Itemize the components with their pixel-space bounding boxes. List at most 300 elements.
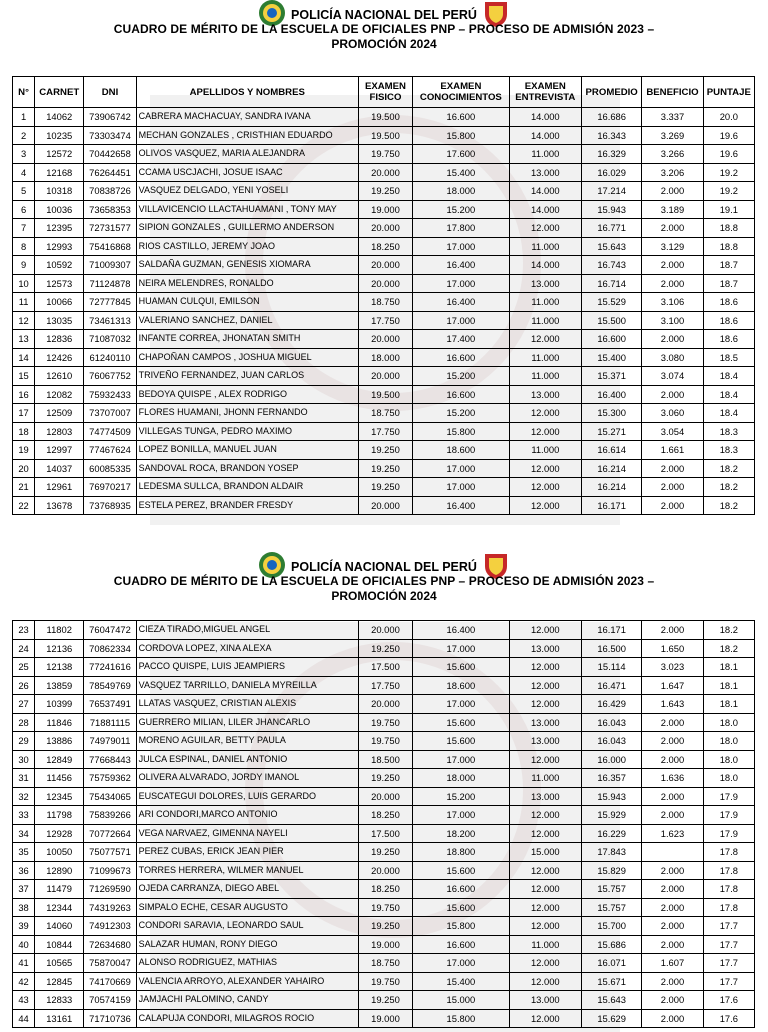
exam-interview-cell: 11.000 [509,769,581,788]
dni-cell: 72731577 [84,219,136,238]
average-cell: 15.629 [582,1009,642,1028]
exam-interview-cell: 13.000 [509,163,581,182]
full-name-cell: ESTELA PEREZ, BRANDER FRESDY [136,496,358,515]
dni-cell: 75759362 [84,769,136,788]
carnet-cell: 10066 [35,293,84,312]
exam-interview-cell: 14.000 [509,108,581,127]
table-row [13,126,755,145]
exam-knowledge-cell: 16.400 [413,621,510,640]
exam-interview-cell: 12.000 [509,898,581,917]
header-line1: POLICÍA NACIONAL DEL PERÚ [291,8,477,22]
benefit-cell: 3.129 [642,237,703,256]
row-number-cell: 38 [13,898,35,917]
benefit-cell: 2.000 [642,935,703,954]
score-cell: 18.4 [703,404,754,423]
score-cell: 17.8 [703,861,754,880]
score-cell: 17.9 [703,824,754,843]
exam-interview-cell: 13.000 [509,639,581,658]
dni-cell: 70838726 [84,182,136,201]
carnet-cell: 12572 [35,145,84,164]
exam-interview-cell: 12.000 [509,330,581,349]
exam-interview-cell: 12.000 [509,219,581,238]
exam-physical-cell: 17.750 [358,311,412,330]
benefit-cell: 2.000 [642,917,703,936]
score-cell: 19.2 [703,163,754,182]
table-row [13,658,755,677]
row-number-cell: 4 [13,163,35,182]
exam-physical-cell: 19.750 [358,145,412,164]
full-name-cell: LOPEZ BONILLA, MANUEL JUAN [136,441,358,460]
table-row [13,972,755,991]
score-cell: 20.0 [703,108,754,127]
exam-knowledge-cell: 15.600 [413,861,510,880]
score-cell: 17.8 [703,843,754,862]
row-number-cell: 16 [13,385,35,404]
score-cell: 18.1 [703,695,754,714]
exam-interview-cell: 13.000 [509,713,581,732]
table-row [13,732,755,751]
carnet-cell: 11479 [35,880,84,899]
carnet-cell: 12168 [35,163,84,182]
row-number-cell: 44 [13,1009,35,1028]
exam-physical-cell: 17.750 [358,676,412,695]
table-row [13,330,755,349]
exam-knowledge-cell: 17.000 [413,237,510,256]
row-number-cell: 36 [13,861,35,880]
document-header [0,0,768,52]
exam-interview-cell: 11.000 [509,237,581,256]
dni-cell: 75077571 [84,843,136,862]
score-cell: 18.0 [703,750,754,769]
benefit-cell: 3.266 [642,145,703,164]
table-row [13,163,755,182]
exam-physical-cell: 20.000 [358,330,412,349]
row-number-cell: 42 [13,972,35,991]
exam-knowledge-cell: 15.200 [413,404,510,423]
table-row [13,237,755,256]
full-name-cell: ALONSO RODRIGUEZ, MATHIAS [136,954,358,973]
exam-physical-cell: 19.250 [358,182,412,201]
table-row [13,256,755,275]
carnet-cell: 12610 [35,367,84,386]
full-name-cell: SANDOVAL ROCA, BRANDON YOSEP [136,459,358,478]
carnet-cell: 14037 [35,459,84,478]
col-header: EXAMEN FISICO [358,77,412,108]
benefit-cell: 3.074 [642,367,703,386]
document-header [0,552,768,604]
exam-physical-cell: 18.750 [358,404,412,423]
benefit-cell: 3.106 [642,293,703,312]
score-cell: 17.8 [703,880,754,899]
full-name-cell: VEGA NARVAEZ, GIMENNA NAYELI [136,824,358,843]
carnet-cell: 11846 [35,713,84,732]
score-cell: 18.2 [703,459,754,478]
carnet-cell: 12509 [35,404,84,423]
score-cell: 18.0 [703,732,754,751]
table-row [13,917,755,936]
exam-knowledge-cell: 17.000 [413,478,510,497]
dni-cell: 73461313 [84,311,136,330]
dni-cell: 74912303 [84,917,136,936]
average-cell: 16.329 [582,145,642,164]
exam-physical-cell: 19.500 [358,385,412,404]
full-name-cell: HUAMAN CULQUI, EMILSON [136,293,358,312]
benefit-cell: 3.060 [642,404,703,423]
full-name-cell: LLATAS VASQUEZ, CRISTIAN ALEXIS [136,695,358,714]
full-name-cell: VALENCIA ARROYO, ALEXANDER YAHAIRO [136,972,358,991]
benefit-cell: 1.607 [642,954,703,973]
header-line2: CUADRO DE MÉRITO DE LA ESCUELA DE OFICIALES PNP – PROCESO DE ADMISIÓN 2023 – [113,574,655,588]
carnet-cell: 11802 [35,621,84,640]
exam-interview-cell: 13.000 [509,385,581,404]
score-cell: 18.6 [703,330,754,349]
col-header: PROMEDIO [582,77,642,108]
exam-knowledge-cell: 15.600 [413,898,510,917]
score-cell: 17.6 [703,991,754,1010]
full-name-cell: GUERRERO MILIAN, LILER JHANCARLO [136,713,358,732]
full-name-cell: CIEZA TIRADO,MIGUEL ANGEL [136,621,358,640]
exam-physical-cell: 20.000 [358,256,412,275]
full-name-cell: TRIVEÑO FERNANDEZ, JUAN CARLOS [136,367,358,386]
table-row [13,1009,755,1028]
exam-interview-cell: 11.000 [509,367,581,386]
exam-physical-cell: 20.000 [358,861,412,880]
average-cell: 15.943 [582,787,642,806]
dni-cell: 76047472 [84,621,136,640]
exam-interview-cell: 12.000 [509,880,581,899]
table-row [13,200,755,219]
row-number-cell: 13 [13,330,35,349]
dni-cell: 74170669 [84,972,136,991]
dni-cell: 71099673 [84,861,136,880]
table-row [13,404,755,423]
average-cell: 16.600 [582,330,642,349]
average-cell: 16.500 [582,639,642,658]
table-row [13,385,755,404]
average-cell: 15.114 [582,658,642,677]
average-cell: 16.400 [582,385,642,404]
carnet-cell: 12082 [35,385,84,404]
carnet-cell: 12426 [35,348,84,367]
average-cell: 16.000 [582,750,642,769]
row-number-cell: 35 [13,843,35,862]
exam-knowledge-cell: 17.000 [413,639,510,658]
exam-physical-cell: 18.750 [358,954,412,973]
exam-interview-cell: 11.000 [509,145,581,164]
full-name-cell: TORRES HERRERA, WILMER MANUEL [136,861,358,880]
benefit-cell: 1.661 [642,441,703,460]
full-name-cell: VILLEGAS TUNGA, PEDRO MAXIMO [136,422,358,441]
row-number-cell: 9 [13,256,35,275]
col-header: CARNET [35,77,84,108]
full-name-cell: EUSCATEGUI DOLORES, LUIS GERARDO [136,787,358,806]
table-header-row [13,77,755,108]
row-number-cell: 34 [13,824,35,843]
average-cell: 15.829 [582,861,642,880]
exam-physical-cell: 17.750 [358,422,412,441]
row-number-cell: 40 [13,935,35,954]
merit-table-page-1 [12,76,755,515]
score-cell: 18.3 [703,422,754,441]
average-cell: 15.643 [582,991,642,1010]
row-number-cell: 17 [13,404,35,423]
average-cell: 15.500 [582,311,642,330]
benefit-cell: 3.054 [642,422,703,441]
row-number-cell: 37 [13,880,35,899]
full-name-cell: RIOS CASTILLO, JEREMY JOAO [136,237,358,256]
exam-physical-cell: 19.250 [358,459,412,478]
dni-cell: 78549769 [84,676,136,695]
dni-cell: 75870047 [84,954,136,973]
dni-cell: 77467624 [84,441,136,460]
benefit-cell: 2.000 [642,750,703,769]
row-number-cell: 15 [13,367,35,386]
benefit-cell: 3.100 [642,311,703,330]
exam-interview-cell: 12.000 [509,806,581,825]
score-cell: 17.6 [703,1009,754,1028]
table-row [13,787,755,806]
document-page-2 [0,552,768,1024]
exam-physical-cell: 19.250 [358,441,412,460]
table-row [13,769,755,788]
exam-interview-cell: 12.000 [509,1009,581,1028]
full-name-cell: SALAZAR HUMAN, RONY DIEGO [136,935,358,954]
table-row [13,274,755,293]
col-header: N° [13,77,35,108]
exam-knowledge-cell: 17.400 [413,330,510,349]
full-name-cell: OLIVOS VASQUEZ, MARIA ALEJANDRA [136,145,358,164]
exam-knowledge-cell: 18.000 [413,182,510,201]
average-cell: 16.714 [582,274,642,293]
exam-physical-cell: 17.500 [358,658,412,677]
carnet-cell: 12890 [35,861,84,880]
exam-knowledge-cell: 15.600 [413,732,510,751]
dni-cell: 70772664 [84,824,136,843]
exam-physical-cell: 20.000 [358,219,412,238]
carnet-cell: 12997 [35,441,84,460]
benefit-cell: 2.000 [642,1009,703,1028]
average-cell: 16.029 [582,163,642,182]
row-number-cell: 7 [13,219,35,238]
full-name-cell: PEREZ CUBAS, ERICK JEAN PIER [136,843,358,862]
row-number-cell: 31 [13,769,35,788]
benefit-cell: 1.623 [642,824,703,843]
exam-interview-cell: 11.000 [509,348,581,367]
table-row [13,311,755,330]
benefit-cell: 3.023 [642,658,703,677]
average-cell: 16.171 [582,621,642,640]
score-cell: 18.0 [703,713,754,732]
benefit-cell: 2.000 [642,861,703,880]
average-cell: 16.343 [582,126,642,145]
row-number-cell: 32 [13,787,35,806]
average-cell: 15.271 [582,422,642,441]
exam-interview-cell: 13.000 [509,787,581,806]
exam-interview-cell: 12.000 [509,954,581,973]
row-number-cell: 25 [13,658,35,677]
carnet-cell: 12833 [35,991,84,1010]
dni-cell: 75839266 [84,806,136,825]
carnet-cell: 12928 [35,824,84,843]
header-line3: PROMOCIÓN 2024 [331,37,437,51]
benefit-cell: 2.000 [642,898,703,917]
score-cell: 19.2 [703,182,754,201]
table-row [13,108,755,127]
table-row [13,991,755,1010]
dni-cell: 61240110 [84,348,136,367]
carnet-cell: 10050 [35,843,84,862]
row-number-cell: 23 [13,621,35,640]
average-cell: 16.743 [582,256,642,275]
carnet-cell: 12993 [35,237,84,256]
benefit-cell: 2.000 [642,972,703,991]
exam-knowledge-cell: 15.800 [413,1009,510,1028]
average-cell: 16.043 [582,713,642,732]
score-cell: 18.0 [703,769,754,788]
benefit-cell: 1.643 [642,695,703,714]
carnet-cell: 13859 [35,676,84,695]
full-name-cell: SIMPALO ECHE, CESAR AUGUSTO [136,898,358,917]
carnet-cell: 10036 [35,200,84,219]
exam-physical-cell: 18.250 [358,806,412,825]
full-name-cell: VASQUEZ TARRILLO, DANIELA MYREILLA [136,676,358,695]
benefit-cell: 1.650 [642,639,703,658]
table-row [13,861,755,880]
exam-interview-cell: 12.000 [509,917,581,936]
dni-cell: 76264451 [84,163,136,182]
average-cell: 15.757 [582,898,642,917]
exam-knowledge-cell: 18.000 [413,769,510,788]
average-cell: 16.686 [582,108,642,127]
benefit-cell: 2.000 [642,880,703,899]
row-number-cell: 26 [13,676,35,695]
full-name-cell: CABRERA MACHACUAY, SANDRA IVANA [136,108,358,127]
table-row [13,621,755,640]
dni-cell: 74319263 [84,898,136,917]
row-number-cell: 20 [13,459,35,478]
full-name-cell: FLORES HUAMANI, JHONN FERNANDO [136,404,358,423]
exam-physical-cell: 20.000 [358,367,412,386]
dni-cell: 73303474 [84,126,136,145]
row-number-cell: 6 [13,200,35,219]
benefit-cell: 1.636 [642,769,703,788]
exam-knowledge-cell: 15.400 [413,972,510,991]
full-name-cell: PACCO QUISPE, LUIS JEAMPIERS [136,658,358,677]
full-name-cell: ARI CONDORI,MARCO ANTONIO [136,806,358,825]
carnet-cell: 10844 [35,935,84,954]
full-name-cell: CONDORI SARAVIA, LEONARDO SAUL [136,917,358,936]
score-cell: 17.9 [703,806,754,825]
exam-physical-cell: 20.000 [358,274,412,293]
exam-interview-cell: 12.000 [509,695,581,714]
full-name-cell: JULCA ESPINAL, DANIEL ANTONIO [136,750,358,769]
benefit-cell: 1.647 [642,676,703,695]
exam-knowledge-cell: 17.000 [413,750,510,769]
carnet-cell: 12849 [35,750,84,769]
row-number-cell: 11 [13,293,35,312]
exam-interview-cell: 12.000 [509,658,581,677]
carnet-cell: 12803 [35,422,84,441]
table-row [13,898,755,917]
row-number-cell: 39 [13,917,35,936]
table-row [13,459,755,478]
carnet-cell: 12961 [35,478,84,497]
score-cell: 17.8 [703,898,754,917]
row-number-cell: 2 [13,126,35,145]
benefit-cell: 2.000 [642,256,703,275]
score-cell: 18.2 [703,478,754,497]
exam-physical-cell: 20.000 [358,163,412,182]
exam-knowledge-cell: 17.000 [413,806,510,825]
exam-interview-cell: 14.000 [509,256,581,275]
score-cell: 17.7 [703,954,754,973]
exam-physical-cell: 19.500 [358,108,412,127]
col-header: BENEFICIO [642,77,703,108]
exam-interview-cell: 13.000 [509,274,581,293]
score-cell: 18.7 [703,274,754,293]
row-number-cell: 28 [13,713,35,732]
dni-cell: 75416868 [84,237,136,256]
row-number-cell: 12 [13,311,35,330]
row-number-cell: 29 [13,732,35,751]
benefit-cell: 2.000 [642,787,703,806]
carnet-cell: 11456 [35,769,84,788]
average-cell: 15.686 [582,935,642,954]
table-row [13,367,755,386]
row-number-cell: 8 [13,237,35,256]
table-row [13,145,755,164]
table-row [13,182,755,201]
full-name-cell: VALERIANO SANCHEZ, DANIEL [136,311,358,330]
exam-physical-cell: 17.500 [358,824,412,843]
average-cell: 16.043 [582,732,642,751]
exam-knowledge-cell: 15.200 [413,367,510,386]
average-cell: 15.700 [582,917,642,936]
benefit-cell: 3.269 [642,126,703,145]
exam-physical-cell: 20.000 [358,496,412,515]
full-name-cell: OLIVERA ALVARADO, JORDY IMANOL [136,769,358,788]
exam-knowledge-cell: 16.600 [413,935,510,954]
table-row [13,676,755,695]
benefit-cell: 2.000 [642,713,703,732]
table-row [13,824,755,843]
exam-interview-cell: 12.000 [509,621,581,640]
exam-interview-cell: 12.000 [509,496,581,515]
exam-physical-cell: 19.750 [358,972,412,991]
dni-cell: 71881115 [84,713,136,732]
benefit-cell: 2.000 [642,496,703,515]
full-name-cell: JAMJACHI PALOMINO, CANDY [136,991,358,1010]
exam-physical-cell: 20.000 [358,787,412,806]
header-line1: POLICÍA NACIONAL DEL PERÚ [291,560,477,574]
table-row [13,750,755,769]
document-page-1 [0,0,768,511]
table-row [13,880,755,899]
dni-cell: 74774509 [84,422,136,441]
exam-knowledge-cell: 15.800 [413,917,510,936]
benefit-cell: 2.000 [642,991,703,1010]
col-header: PUNTAJE [703,77,754,108]
dni-cell: 73658353 [84,200,136,219]
dni-cell: 70442658 [84,145,136,164]
average-cell: 16.471 [582,676,642,695]
dni-cell: 70574159 [84,991,136,1010]
score-cell: 19.1 [703,200,754,219]
exam-physical-cell: 19.750 [358,898,412,917]
row-number-cell: 41 [13,954,35,973]
carnet-cell: 13161 [35,1009,84,1028]
merit-table-page-2 [12,620,755,1028]
